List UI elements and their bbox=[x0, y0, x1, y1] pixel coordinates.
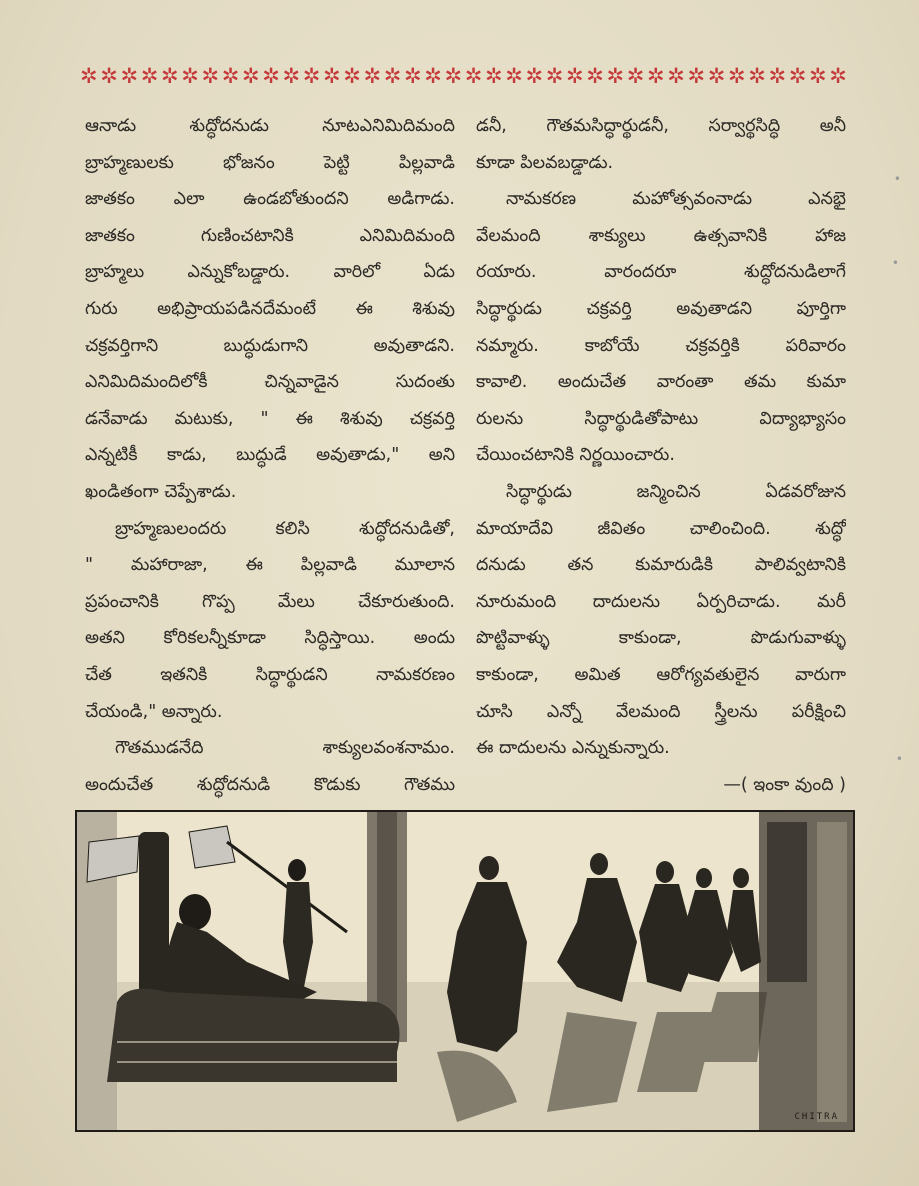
border-motif: ✲ bbox=[505, 64, 522, 88]
text-line: " మహారాజా, ఈ పిల్లవాడి మూలాన bbox=[85, 555, 455, 576]
right-text-column bbox=[476, 108, 846, 803]
border-motif: ✲ bbox=[161, 64, 178, 88]
border-motif: ✲ bbox=[383, 64, 401, 88]
border-motif: ✲ bbox=[404, 64, 421, 88]
border-motif: ✲ bbox=[323, 64, 340, 88]
border-motif: ✲ bbox=[140, 64, 158, 88]
border-motif: ✲ bbox=[282, 64, 300, 88]
text-line: వేలమంది శాక్యులు ఉత్సవానికి హాజ bbox=[476, 225, 846, 246]
border-motif: ✲ bbox=[262, 64, 279, 88]
border-motif: ✲ bbox=[788, 64, 806, 88]
border-motif: ✲ bbox=[302, 64, 320, 88]
artist-signature: CHITRA bbox=[794, 1112, 839, 1122]
text-line: ఈ దాదులను ఎన్నుకున్నారు. bbox=[476, 738, 670, 759]
border-motif: ✲ bbox=[485, 64, 502, 88]
border-motif: ✲ bbox=[424, 64, 441, 88]
border-motif: ✲ bbox=[343, 64, 360, 88]
border-motif: ✲ bbox=[829, 64, 846, 88]
border-motif: ✲ bbox=[586, 64, 603, 88]
text-line: రులను సిద్ధార్థుడితోపాటు విద్యాభ్యాసం bbox=[476, 408, 846, 429]
text-line: అతని కోరికలన్నీకూడా సిద్ధిస్తాయి. అందు bbox=[85, 628, 455, 649]
palace-scene-illustration bbox=[77, 812, 853, 1130]
text-line: గౌతముడనేది శాక్యులవంశనామం. bbox=[115, 738, 455, 759]
border-motif: ✲ bbox=[201, 64, 219, 88]
text-line: దనుడు తన కుమారుడికి పాలివ్వటానికి bbox=[476, 555, 846, 576]
border-motif: ✲ bbox=[606, 64, 624, 88]
border-motif: ✲ bbox=[100, 64, 117, 88]
text-line: ఎన్నటికీ కాడు, బుద్ధుడే అవుతాడు," అని bbox=[85, 445, 455, 466]
border-motif: ✲ bbox=[120, 64, 138, 88]
text-line: సిద్ధార్థుడు జన్మించిన ఏడవరోజున bbox=[506, 481, 846, 502]
text-line: చూసి ఎన్నో వేలమంది స్త్రీలను పరీక్షించి bbox=[476, 701, 846, 722]
border-motif: ✲ bbox=[242, 64, 259, 88]
border-motif: ✲ bbox=[667, 64, 684, 88]
text-line: మాయాదేవి జీవితం చాలించింది. శుద్ధో bbox=[476, 518, 846, 539]
text-line: రయారు. వారందరూ శుద్ధోదనుడిలాగే bbox=[476, 262, 846, 283]
border-motif: ✲ bbox=[728, 64, 745, 88]
border-motif: ✲ bbox=[545, 64, 563, 88]
illustration-panel bbox=[75, 810, 855, 1132]
border-motif: ✲ bbox=[525, 64, 543, 88]
text-line: డనేవాడు మటుకు, " ఈ శిశువు చక్రవర్తి bbox=[85, 408, 455, 429]
text-line: చేయండి," అన్నారు. bbox=[85, 701, 223, 722]
left-text-column bbox=[85, 108, 455, 803]
border-motif: ✲ bbox=[363, 64, 381, 88]
text-line: —( ఇంకా వుంది ) bbox=[723, 774, 846, 795]
text-line: ఖండితంగా చెప్పేశాడు. bbox=[85, 481, 237, 502]
border-motif: ✲ bbox=[647, 64, 664, 88]
text-line: చేయించటానికి నిర్ణయించారు. bbox=[476, 445, 675, 466]
border-motif: ✲ bbox=[687, 64, 705, 88]
text-line: బ్రాహ్మణులకు భోజనం పెట్టి పిల్లవాడి bbox=[85, 152, 455, 173]
text-line: కావాలి. అందుచేత వారంతా తమ కుమా bbox=[476, 372, 846, 393]
text-line: గురు అభిప్రాయపడినదేమంటే ఈ శిశువు bbox=[85, 298, 455, 319]
text-line: చేత ఇతనికి సిద్ధార్థుడని నామకరణం bbox=[85, 664, 455, 685]
text-line: ఎనిమిదిమందిలోకీ చిన్నవాడైన సుదంతు bbox=[85, 372, 455, 393]
text-line: ఆనాడు శుద్ధోదనుడు నూటఎనిమిదిమంది bbox=[85, 116, 455, 136]
margin-speck: • bbox=[895, 752, 903, 766]
border-motif: ✲ bbox=[809, 64, 826, 88]
text-line: నామకరణ మహోత్సవంనాడు ఎనభై bbox=[506, 189, 846, 210]
margin-speck: • bbox=[893, 172, 901, 186]
border-motif: ✲ bbox=[444, 64, 462, 88]
border-motif: ✲ bbox=[181, 64, 198, 88]
text-line: డనీ, గౌతమసిద్ధార్థుడనీ, సర్వార్థసిద్ధి అనీ bbox=[476, 116, 846, 136]
text-line: బ్రాహ్మలు ఎన్నుకోబడ్డారు. వారిలో ఏడు bbox=[85, 262, 455, 283]
border-motif: ✲ bbox=[80, 64, 97, 88]
decorative-border-strip bbox=[80, 64, 846, 88]
text-line: సిద్ధార్థుడు చక్రవర్తి అవుతాడని పూర్తిగా bbox=[476, 298, 846, 319]
border-motif: ✲ bbox=[566, 64, 583, 88]
border-motif: ✲ bbox=[626, 64, 644, 88]
border-motif: ✲ bbox=[464, 64, 482, 88]
text-line: ప్రపంచానికి గొప్ప మేలు చేకూరుతుంది. bbox=[85, 591, 455, 612]
border-motif: ✲ bbox=[221, 64, 239, 88]
border-motif: ✲ bbox=[768, 64, 786, 88]
text-line: అందుచేత శుద్ధోదనుడి కొడుకు గౌతము bbox=[85, 774, 455, 795]
text-line: నమ్మారు. కాబోయే చక్రవర్తికి పరివారం bbox=[476, 335, 846, 356]
text-line: జాతకం ఎలా ఉండబోతుందని అడిగాడు. bbox=[85, 189, 455, 210]
margin-speck: • bbox=[891, 256, 899, 270]
text-line: కాకుండా, అమిత ఆరోగ్యవతులైన వారుగా bbox=[476, 664, 846, 685]
text-line: పొట్టివాళ్ళు కాకుండా, పొడుగువాళ్ళు bbox=[476, 628, 846, 649]
text-line: నూరుమంది దాదులను ఏర్పరిచాడు. మరీ bbox=[476, 591, 846, 612]
border-motif: ✲ bbox=[748, 64, 765, 88]
text-line: జాతకం గుణించటానికి ఎనిమిదిమంది bbox=[85, 225, 455, 246]
text-line: బ్రాహ్మణులందరు కలిసి శుద్ధోదనుడితో, bbox=[115, 518, 455, 539]
border-motif: ✲ bbox=[707, 64, 725, 88]
text-line: కూడా పిలవబడ్డాడు. bbox=[476, 152, 614, 173]
text-line: చక్రవర్తిగాని బుద్ధుడుగాని అవుతాడని. bbox=[85, 335, 455, 356]
